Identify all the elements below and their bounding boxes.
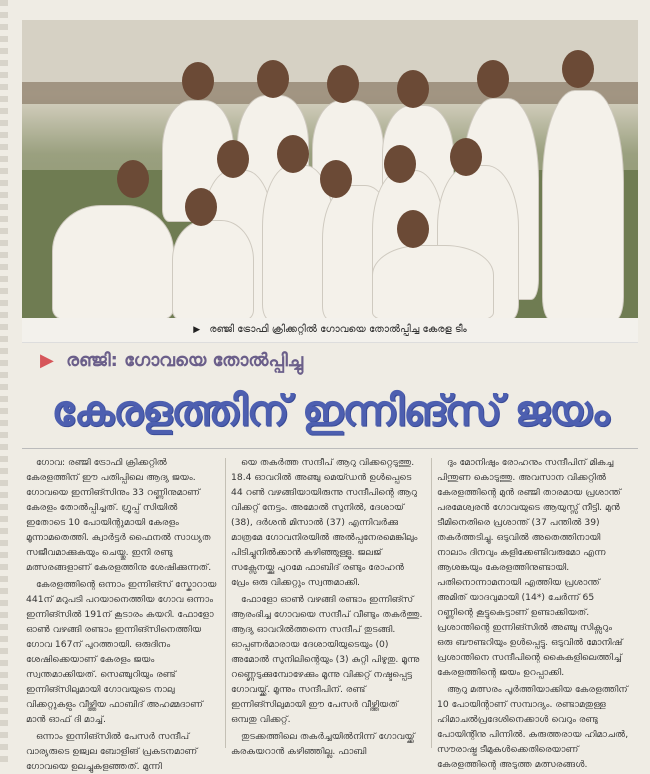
player-head <box>562 50 594 88</box>
paragraph: യെ തകർത്ത സന്ദീപ് ആറു വിക്കറ്റെടുത്തു. 18.4 ഓവറിൽ അഞ്ചു മെയ്ഡൻ ഉൾപ്പെടെ 44 റൺ വഴങ്ങിയായിരുന്നു സന്ദീപിന്റെ ആറു വിക്കറ്റ് നേട്ടം. അമോൽ സുനിൽ, ദേശായ് (38), ദർശൻ മിസാൽ (37) എന്നിവർക്കു മാത്രമേ ഗോവനിരയിൽ അൽപ്പനേരമെങ്കിലും പിടിച്ചുനിൽക്കാൻ കഴിഞ്ഞുള്ളൂ. ജലജ് സക്സേനയ്ക്കു പുറമേ ഫാബിദ് രണ്ടും രോഹൻ പ്രേം ഒരു വിക്കറ്റും സ്വന്തമാക്കി. <box>231 457 418 588</box>
article-kicker <box>40 350 303 371</box>
article-column-1 <box>26 455 218 772</box>
paragraph: കേരളത്തിന്റെ ഒന്നാം ഇന്നിങ്സ് സ്കോറായ 441ന് മറുപടി പറയാനെത്തിയ ഗോവ ഒന്നാം ഇന്നിങ്സിൽ 191ന് കൂടാരം കയറി. ഫോളോ ഓൺ വഴങ്ങി രണ്ടാം ഇന്നിങ്സിനെത്തിയ ഗോവ 167ന് പുറത്തായി. ഒരുദിനം ശേഷിക്കെയാണ് കേരളം ജയം സ്വന്തമാക്കിയത്. സെഞ്ചുറിയും രണ്ട് ഇന്നിങ്സിലുമായി ഗോവയുടെ നാലു വിക്കറ്റുകളും വീഴ്ത്തിയ ഫാബിദ് അഹമ്മദാണ് മാൻ ഓഫ് ദി മാച്ച്. <box>26 579 217 725</box>
player-head <box>384 145 416 183</box>
team-photo <box>22 20 638 318</box>
column-divider <box>431 458 432 748</box>
paragraph: ഫോളോ ഓൺ വഴങ്ങി രണ്ടാം ഇന്നിങ്സ് ആരംഭിച്ച ഗോവയെ സന്ദീപ് വീണ്ടും തകർത്തു. ആദ്യ ഓവറിൽത്തന്നെ സന്ദീപ് തുടങ്ങി. ഓപ്പണർമാരായ ദേശായിയുടെയും (0) അമോൽ സുനിലിന്റെയും (3) കുറ്റി പിഴുതു. മൂന്നു റണ്ണെടുക്കുമ്പോഴേക്കും മൂന്നു വിക്കറ്റ് നഷ്ടപ്പെട്ട ഗോവയ്ക്ക്. മൂന്നും സന്ദീപിന്. രണ്ട് ഇന്നിങ്സിലുമായി ഈ പേസർ വീഴ്ത്തിയത് ഒമ്പതു വിക്കറ്റ്. <box>231 594 423 725</box>
player <box>372 245 494 320</box>
player-head <box>397 70 429 108</box>
player-head <box>397 210 429 248</box>
paragraph: ദും മോനിഷും രോഹനും സന്ദീപിന് മികച്ച പിന്തുണ കൊടുത്തു. അവസാന വിക്കറ്റിൽ കേരളത്തിന്റെ മുൻ രഞ്ജി താരമായ പ്രശാന്ത് പരമേശ്വരൻ ഗോവയുടെ ആയുസ്സ് നീട്ടി. മുൻ ടീമിനെതിരെ പ്രശാന്ത് (37 പന്തിൽ 39) തകർത്തടിച്ചു. ഒടുവിൽ അതെത്തിനായി നാലാം ദിനവും കളിക്കേണ്ടിവരുമോ എന്ന ആശങ്കയും കേരളത്തിനുണ്ടായി. പതിനൊന്നാമനായി എത്തിയ പ്രശാന്ത് അമിത് യാദവുമായി (14*) ചേർന്ന് 65 റണ്ണിന്റെ കൂട്ടുകെട്ടാണ് ഉണ്ടാക്കിയത്. പ്രശാന്തിന്റെ ഇന്നിങ്സിൽ അഞ്ചു സിക്സറും ഒരു ബൗണ്ടറിയും ഉൾപ്പെട്ടു. ഒടുവിൽ മോനിഷ് പ്രശാന്തിനെ സന്ദീപിന്റെ കൈകളിലെത്തിച്ച് കേരളത്തിന്റെ ജയം ഉറപ്പാക്കി. <box>437 457 623 678</box>
page-edge <box>0 0 8 768</box>
player <box>172 220 254 320</box>
article-column-2 <box>231 455 423 755</box>
player-head <box>185 188 217 226</box>
player-head <box>277 135 309 173</box>
column-divider <box>225 458 226 748</box>
player <box>52 205 174 320</box>
player <box>542 90 624 320</box>
player-head <box>117 160 149 198</box>
paragraph: ഗോവ: രഞ്ജി ട്രോഫി ക്രിക്കറ്റിൽ കേരളത്തിന് ഈ പതിപ്പിലെ ആദ്യ ജയം. ഗോവയെ ഇന്നിങ്സിനും 33 റണ്ണിനുമാണ് കേരളം തോൽപ്പിച്ചത്. ഗ്രൂപ്പ് സിയിൽ ഇതോടെ 10 പോയിന്റുമായി കേരളം മൂന്നാമതെത്തി. ക്വാർട്ടർ ഫൈനൽ സാധ്യത സജീവമാക്കുകയും ചെയ്തു. ഇനി രണ്ടു മത്സരങ്ങളാണ് കേരളത്തിനു ശേഷിക്കുന്നത്. <box>26 457 212 573</box>
article-headline: കേരളത്തിന് ഇന്നിങ്സ് ജയം <box>51 386 609 435</box>
caption-bullet-icon: ▶ <box>193 325 201 335</box>
player-head <box>217 140 249 178</box>
paragraph: ആറു മത്സരം പൂർത്തിയാക്കിയ കേരളത്തിന് 10 പോയിന്റാണ് സമ്പാദ്യം. രണ്ടാമതുള്ള ഹിമാചൽപ്രദേശിനെക്കാൾ വെറും രണ്ടു പോയിന്റിനു പിന്നിൽ. കരുത്തരായ ഹിമാചൽ, സൗരാഷ്ട്ര ടീമുകൾക്കെതിരെയാണ് കേരളത്തിന്റെ അടുത്ത മത്സരങ്ങൾ. <box>437 684 629 770</box>
paragraph: തുടക്കത്തിലെ തകർച്ചയിൽനിന്ന് ഗോവയ്ക്ക് കരകയറാൻ കഴിഞ്ഞില്ല. ഫാബി <box>231 731 415 757</box>
player-head <box>450 138 482 176</box>
player-head <box>477 60 509 98</box>
caption-text: രഞ്ജി ട്രോഫി ക്രിക്കറ്റിൽ ഗോവയെ തോൽപ്പിച്ച കേരള ടീം <box>209 324 467 335</box>
player-head <box>257 60 289 98</box>
player-head <box>182 62 214 100</box>
article-column-3 <box>437 455 629 770</box>
photo-caption <box>22 318 638 343</box>
kicker-text: രഞ്ജി: ഗോവയെ തോൽപ്പിച്ചു <box>66 350 304 371</box>
divider <box>22 448 638 449</box>
player-head <box>327 65 359 103</box>
player-head <box>320 160 352 198</box>
kicker-arrow-icon: ▶ <box>40 350 54 371</box>
paragraph: ഒന്നാം ഇന്നിങ്സിൽ പേസർ സന്ദീപ് വാര്യരുടെ ഉജ്വല ബോളിങ് പ്രകടനമാണ് ഗോവയെ ഉലച്ചുകളഞ്ഞത്. മുന്നി <box>26 731 198 772</box>
